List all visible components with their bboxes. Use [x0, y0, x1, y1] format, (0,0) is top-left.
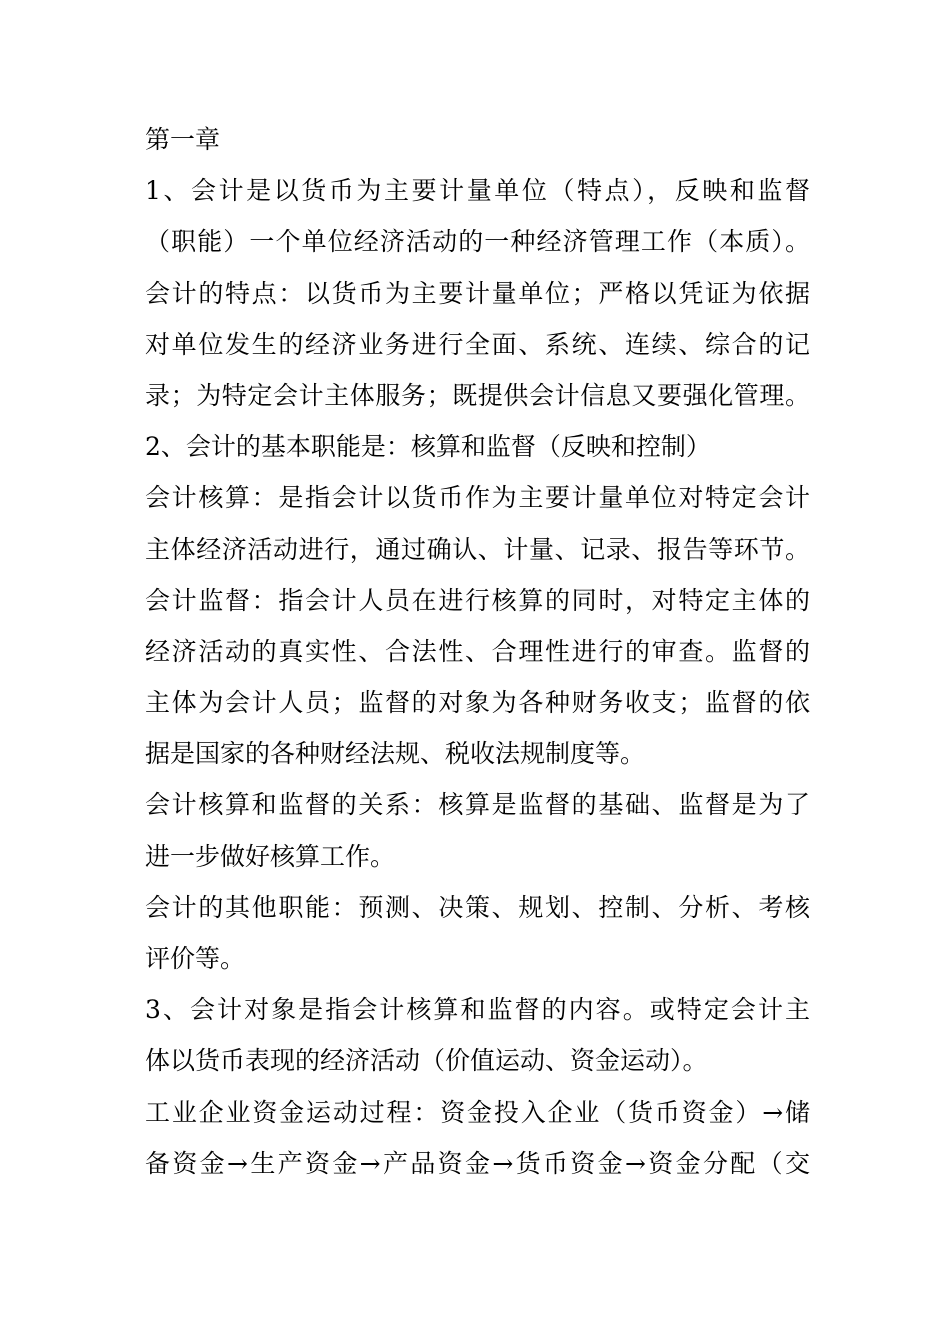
text-line: 会计核算和监督的关系：核算是监督的基础、监督是为了 [145, 790, 810, 820]
text-line: 经济活动的真实性、合法性、合理性进行的审查。监督的 [145, 636, 810, 666]
text-line: 据是国家的各种财经法规、税收法规制度等。 [145, 739, 646, 769]
text-line: 会计监督：指会计人员在进行核算的同时，对特定主体的 [145, 585, 810, 615]
text-line: 2、会计的基本职能是：核算和监督（反映和控制） [145, 432, 711, 462]
text-line: 主体为会计人员；监督的对象为各种财务收支；监督的依 [145, 688, 810, 718]
text-line: 会计的其他职能：预测、决策、规划、控制、分析、考核 [145, 892, 810, 922]
text-line: 1、会计是以货币为主要计量单位（特点），反映和监督 [145, 176, 810, 206]
text-line: （职能）一个单位经济活动的一种经济管理工作（本质）。 [145, 227, 810, 257]
document-body [145, 114, 810, 1189]
text-line: 录；为特定会计主体服务；既提供会计信息又要强化管理。 [145, 380, 810, 410]
text-line: 备资金→生产资金→产品资金→货币资金→资金分配（交 [145, 1148, 810, 1178]
text-line: 评价等。 [145, 944, 246, 973]
text-line: 对单位发生的经济业务进行全面、系统、连续、综合的记 [145, 329, 810, 359]
text-line: 第一章 [145, 125, 221, 154]
text-line: 会计的特点：以货币为主要计量单位；严格以凭证为依据 [145, 278, 810, 308]
text-line: 工业企业资金运动过程：资金投入企业（货币资金）→储 [145, 1097, 810, 1127]
text-line: 主体经济活动进行，通过确认、计量、记录、报告等环节。 [145, 534, 810, 564]
text-line: 体以货币表现的经济活动（价值运动、资金运动）。 [145, 1046, 708, 1076]
text-line: 3、会计对象是指会计核算和监督的内容。或特定会计主 [145, 995, 810, 1025]
text-line: 进一步做好核算工作。 [145, 841, 396, 871]
text-line: 会计核算：是指会计以货币作为主要计量单位对特定会计 [145, 483, 810, 513]
